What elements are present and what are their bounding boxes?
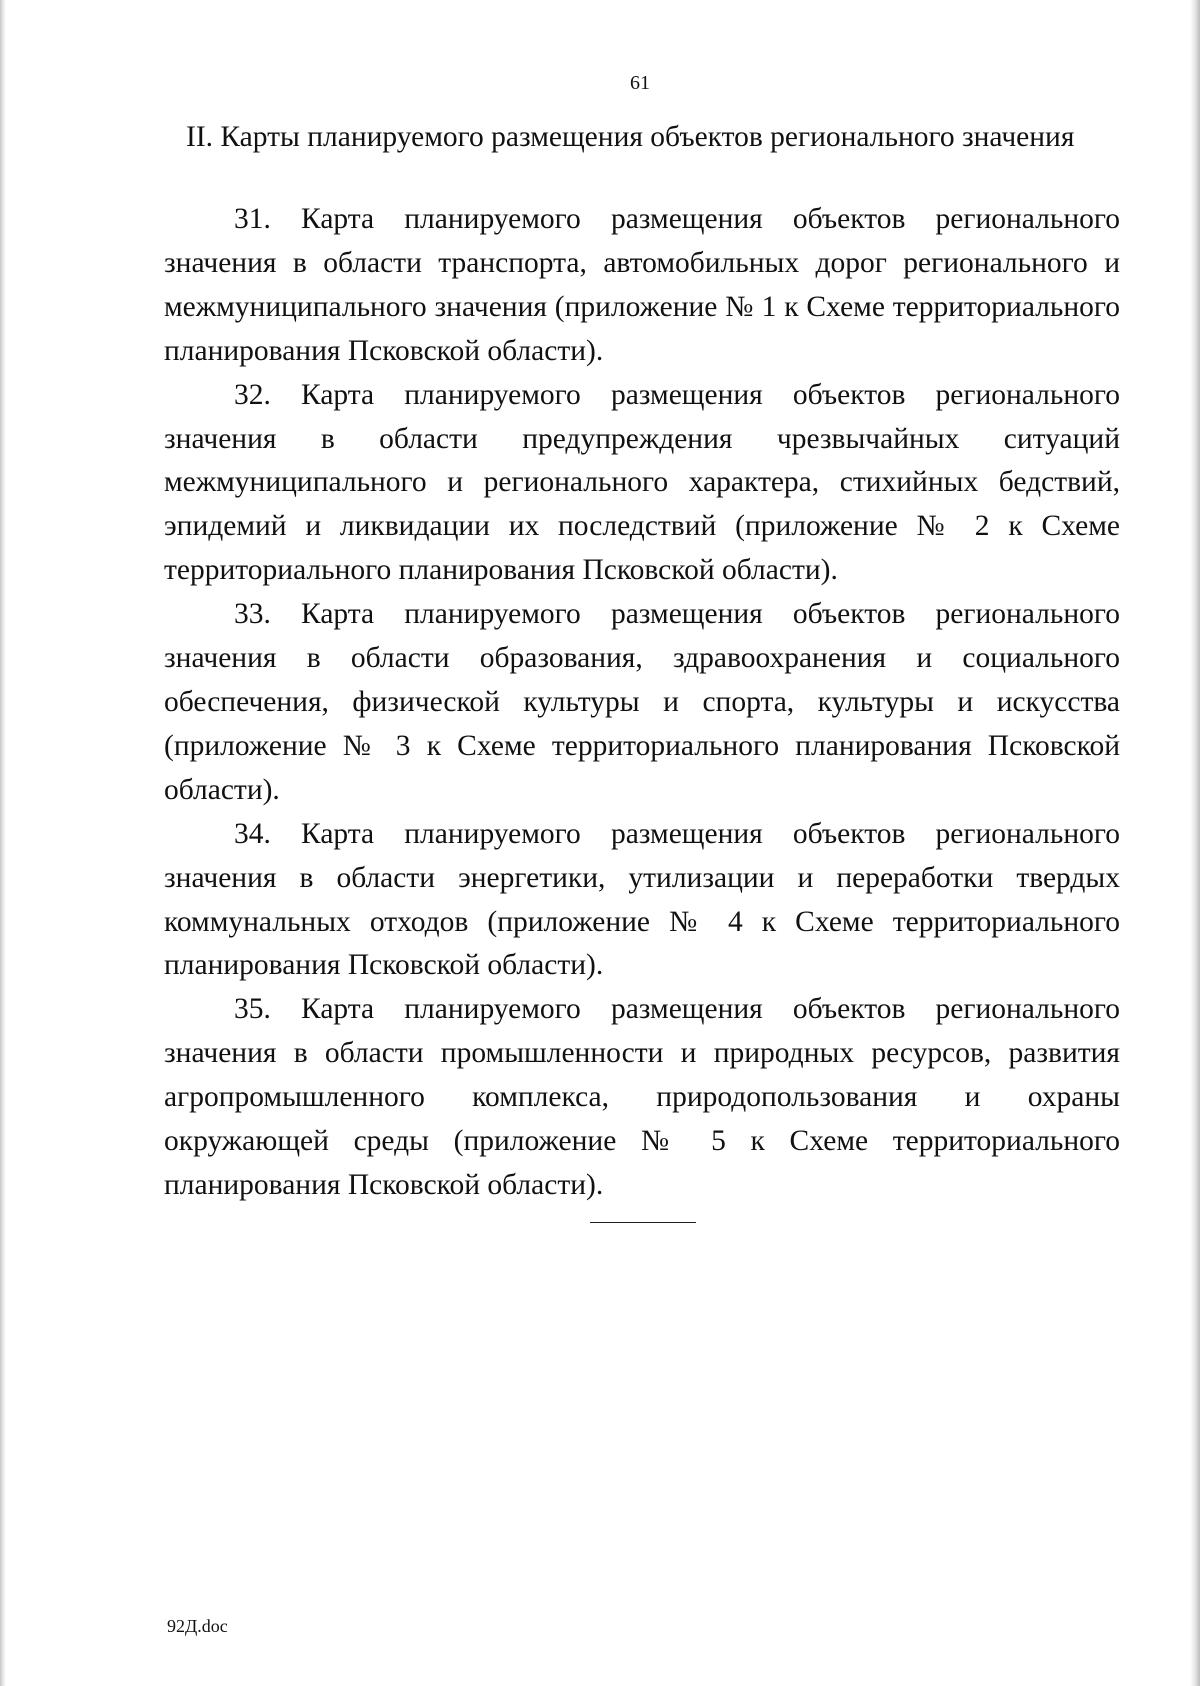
- paragraph-32: 32. Карта планируемого размещения объектов регионального значения в области предупреждения чрезвычайных ситуаций межмуниципального и регионального характера, стихийных бедствий, эпидемий и ликвидации их последствий (приложение № 2 к Схеме территориального планирования Псковской области).: [164, 378, 1120, 587]
- footer-filename: 92Д.doc: [167, 1616, 228, 1636]
- scan-edge-right: [1190, 0, 1200, 1686]
- end-divider-line: [590, 1222, 696, 1223]
- page-number: 61: [630, 72, 650, 94]
- paragraph-34: 34. Карта планируемого размещения объектов регионального значения в области энергетики, утилизации и переработки твердых коммунальных отходов (приложение № 4 к Схеме территориального планирования Псковской области).: [164, 817, 1120, 982]
- paragraph-35: 35. Карта планируемого размещения объектов регионального значения в области промышленности и природных ресурсов, развития агропромышленного комплекса, природопользования и охраны окружающей среды (приложение № 5 к Схеме территориального планирования Псковской области).: [164, 993, 1120, 1201]
- document-body: [164, 198, 1120, 1208]
- scan-edge-left: [0, 0, 6, 1686]
- paragraph-33: 33. Карта планируемого размещения объектов регионального значения в области образования, здравоохранения и социального обеспечения, физической культуры и спорта, культуры и искусства (приложение № 3 к Схеме территориального планирования Псковской области).: [164, 598, 1120, 806]
- section-title: II. Карты планируемого размещения объектов регионального значения: [186, 121, 1075, 153]
- paragraph-31: 31. Карта планируемого размещения объектов регионального значения в области транспорта, автомобильных дорог регионального и межмуниципального значения (приложение № 1 к Схеме территориального планирования Псковской области).: [164, 203, 1120, 367]
